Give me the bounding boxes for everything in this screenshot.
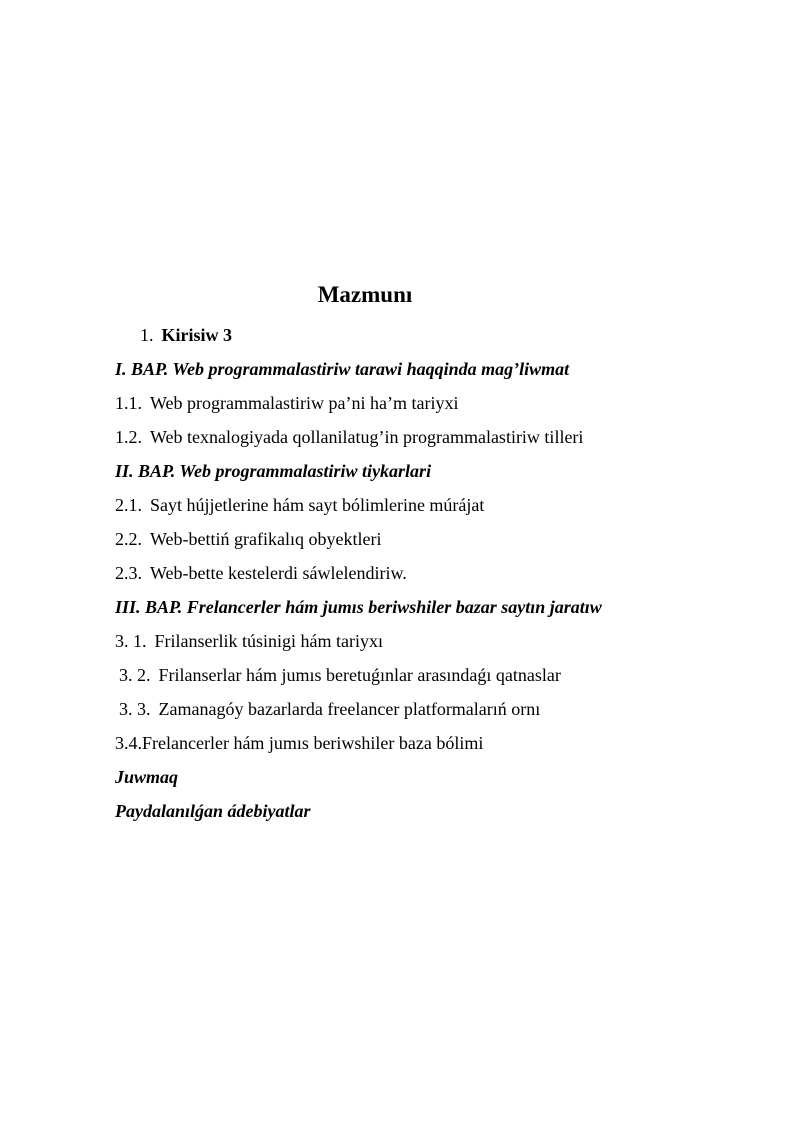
- toc-chapter-text: III. BAP. Frelancerler hám jumıs beriwshiler bazar saytın jaratıw: [115, 597, 602, 617]
- toc-chapter-heading: [115, 454, 735, 488]
- toc-entry-text: Frilanserlik túsinigi hám tariyxı: [154, 631, 383, 651]
- toc-entry: [115, 420, 735, 454]
- toc-entry: [115, 692, 735, 726]
- toc-references-text: Paydalanılǵan ádebiyatlar: [115, 801, 311, 821]
- toc-entry: [115, 488, 735, 522]
- toc-entry: [115, 386, 735, 420]
- toc-entry-text: Frelancerler hám jumıs beriwshiler baza bólimi: [142, 733, 484, 753]
- toc-conclusion: [115, 760, 735, 794]
- toc-entry-text: Web texnalogiyada qollanilatug’in programmalastiriw tilleri: [150, 427, 584, 447]
- toc-entry-number: 1.: [140, 325, 154, 345]
- toc-entry-text: Kirisiw 3: [161, 325, 232, 345]
- toc-chapter-heading: [115, 590, 735, 624]
- toc-entry: [115, 556, 735, 590]
- toc-entry-number: 3.4.: [115, 733, 142, 753]
- toc-entry: [115, 624, 735, 658]
- toc-entry-number: 1.1.: [115, 393, 142, 413]
- toc-entry: [115, 726, 735, 760]
- page-title: Mazmunı: [317, 282, 413, 307]
- toc-entry-number: 2.3.: [115, 563, 142, 583]
- toc-entry-number: 3. 3.: [119, 699, 151, 719]
- toc-entry-number: 3. 2.: [119, 665, 151, 685]
- toc-entry-number: 3. 1.: [115, 631, 147, 651]
- table-of-contents: [115, 318, 735, 828]
- toc-references: [115, 794, 735, 828]
- toc-entry: [115, 658, 735, 692]
- toc-entry-number: 2.2.: [115, 529, 142, 549]
- toc-entry-text: Frilanserlar hám jumıs beretuǵınlar arasındaǵı qatnaslar: [158, 665, 561, 685]
- toc-entry-number: 2.1.: [115, 495, 142, 515]
- toc-entry-text: Web programmalastiriw pa’ni ha’m tariyxi: [150, 393, 459, 413]
- toc-entry-text: Web-bettiń grafikalıq obyektleri: [150, 529, 382, 549]
- toc-entry-text: Web-bette kestelerdi sáwlelendiriw.: [150, 563, 407, 583]
- toc-entry: [115, 522, 735, 556]
- toc-entry-intro: [115, 318, 735, 352]
- toc-entry-number: 1.2.: [115, 427, 142, 447]
- toc-chapter-heading: [115, 352, 735, 386]
- toc-entry-text: Zamanagóy bazarlarda freelancer platformalarıń ornı: [158, 699, 541, 719]
- toc-entry-text: Sayt hújjetlerine hám sayt bólimlerine múrájat: [150, 495, 485, 515]
- toc-conclusion-text: Juwmaq: [115, 767, 179, 787]
- toc-chapter-text: I. BAP. Web programmalastiriw tarawi haqqinda mag’liwmat: [115, 359, 570, 379]
- toc-chapter-text: II. BAP. Web programmalastiriw tiykarlari: [115, 461, 432, 481]
